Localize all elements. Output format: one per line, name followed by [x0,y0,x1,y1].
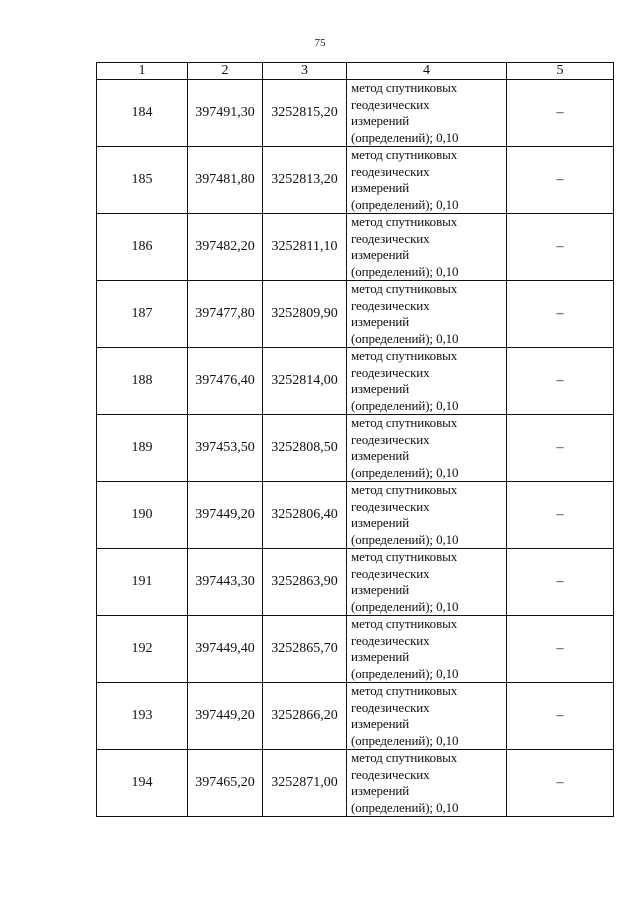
table-row [97,415,614,482]
method-line: геодезических [351,163,430,179]
table-row [97,549,614,616]
note-cell: – [507,281,614,348]
y-coordinate-cell: 3252811,10 [263,214,347,281]
method-line: измерений [351,649,410,664]
method-line: метод спутниковых [351,482,458,497]
method-line: геодезических [351,230,430,246]
table-row [97,750,614,817]
x-coordinate-cell: 397449,20 [188,683,263,750]
header-col-1: 1 [97,63,188,80]
method-line: измерений [351,783,410,798]
method-line: геодезических [351,498,430,514]
method-line: геодезических [351,431,430,447]
method-line: (определений); 0,10 [351,129,459,145]
y-coordinate-cell: 3252866,20 [263,683,347,750]
method-line: геодезических [351,96,430,112]
y-coordinate-cell: 3252806,40 [263,482,347,549]
table-row [97,348,614,415]
table-row [97,214,614,281]
note-cell: – [507,214,614,281]
note-cell: – [507,415,614,482]
method-line: геодезических [351,565,430,581]
method-line: измерений [351,716,410,731]
y-coordinate-cell: 3252814,00 [263,348,347,415]
method-line: измерений [351,515,410,530]
table-row [97,80,614,147]
method-line: метод спутниковых [351,549,458,564]
x-coordinate-cell: 397477,80 [188,281,263,348]
note-cell: – [507,750,614,817]
method-line: геодезических [351,766,430,782]
note-cell: – [507,80,614,147]
method-cell [347,214,507,281]
method-line: (определений); 0,10 [351,263,459,279]
method-line: измерений [351,314,410,329]
method-line: метод спутниковых [351,415,458,430]
x-coordinate-cell: 397453,50 [188,415,263,482]
method-line: метод спутниковых [351,147,458,162]
method-line: метод спутниковых [351,80,458,95]
x-coordinate-cell: 397491,30 [188,80,263,147]
y-coordinate-cell: 3252863,90 [263,549,347,616]
method-line: метод спутниковых [351,616,458,631]
note-cell: – [507,348,614,415]
method-line: (определений); 0,10 [351,196,459,212]
method-line: (определений); 0,10 [351,799,459,815]
method-line: измерений [351,381,410,396]
point-number-cell: 188 [97,348,188,415]
y-coordinate-cell: 3252865,70 [263,616,347,683]
table-header-row [97,63,614,80]
point-number-cell: 194 [97,750,188,817]
method-line: геодезических [351,632,430,648]
coordinates-table [96,62,614,817]
method-line: измерений [351,180,410,195]
method-line: (определений); 0,10 [351,464,459,480]
method-line: метод спутниковых [351,750,458,765]
method-line: метод спутниковых [351,348,458,363]
x-coordinate-cell: 397449,20 [188,482,263,549]
y-coordinate-cell: 3252808,50 [263,415,347,482]
table-row [97,482,614,549]
x-coordinate-cell: 397443,30 [188,549,263,616]
method-line: (определений); 0,10 [351,531,459,547]
method-cell [347,80,507,147]
note-cell: – [507,683,614,750]
method-cell [347,683,507,750]
note-cell: – [507,147,614,214]
note-cell: – [507,616,614,683]
x-coordinate-cell: 397476,40 [188,348,263,415]
point-number-cell: 193 [97,683,188,750]
method-line: метод спутниковых [351,214,458,229]
method-cell [347,549,507,616]
method-line: измерений [351,247,410,262]
method-cell [347,616,507,683]
method-line: измерений [351,448,410,463]
table-row [97,147,614,214]
method-line: геодезических [351,297,430,313]
x-coordinate-cell: 397465,20 [188,750,263,817]
table-row [97,616,614,683]
note-cell: – [507,549,614,616]
table-row [97,281,614,348]
method-line: геодезических [351,699,430,715]
y-coordinate-cell: 3252813,20 [263,147,347,214]
method-cell [347,482,507,549]
point-number-cell: 185 [97,147,188,214]
method-cell [347,750,507,817]
page-number: 75 [314,37,326,49]
method-cell [347,147,507,214]
method-cell [347,281,507,348]
x-coordinate-cell: 397482,20 [188,214,263,281]
method-line: (определений); 0,10 [351,330,459,346]
method-line: метод спутниковых [351,281,458,296]
method-line: геодезических [351,364,430,380]
point-number-cell: 184 [97,80,188,147]
table-row [97,683,614,750]
method-line: метод спутниковых [351,683,458,698]
method-line: (определений); 0,10 [351,665,459,681]
method-line: (определений); 0,10 [351,598,459,614]
header-col-2: 2 [188,63,263,80]
y-coordinate-cell: 3252809,90 [263,281,347,348]
method-line: (определений); 0,10 [351,397,459,413]
point-number-cell: 187 [97,281,188,348]
method-cell [347,415,507,482]
header-col-3: 3 [263,63,347,80]
note-cell: – [507,482,614,549]
point-number-cell: 190 [97,482,188,549]
point-number-cell: 192 [97,616,188,683]
point-number-cell: 191 [97,549,188,616]
point-number-cell: 186 [97,214,188,281]
y-coordinate-cell: 3252815,20 [263,80,347,147]
y-coordinate-cell: 3252871,00 [263,750,347,817]
header-col-4: 4 [347,63,507,80]
x-coordinate-cell: 397481,80 [188,147,263,214]
method-line: (определений); 0,10 [351,732,459,748]
point-number-cell: 189 [97,415,188,482]
method-cell [347,348,507,415]
x-coordinate-cell: 397449,40 [188,616,263,683]
header-col-5: 5 [507,63,614,80]
method-line: измерений [351,113,410,128]
method-line: измерений [351,582,410,597]
